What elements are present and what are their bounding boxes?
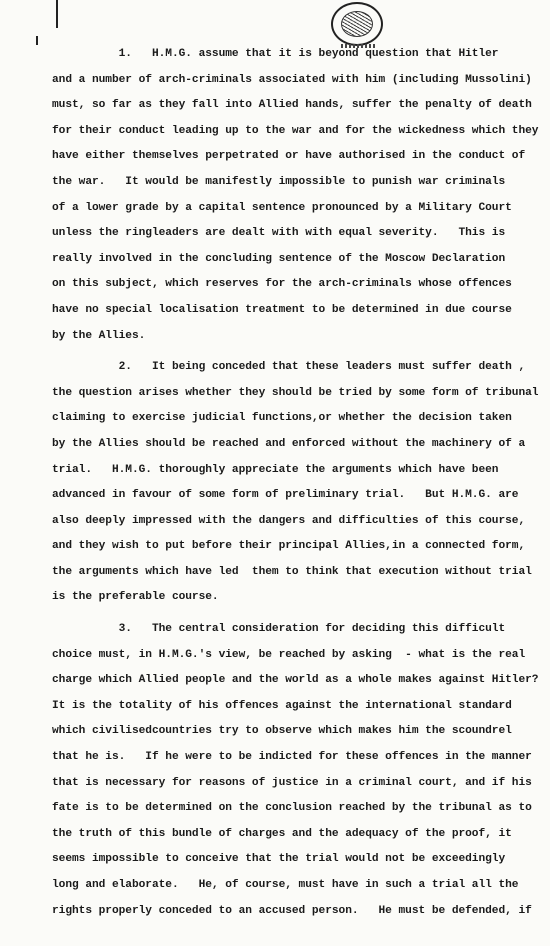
margin-mark-tick <box>36 36 38 45</box>
margin-mark-vertical <box>56 0 58 28</box>
text-line: trial. H.M.G. thoroughly appreciate the arguments which have been <box>52 463 499 476</box>
text-line: by the Allies should be reached and enforced without the machinery of a <box>52 437 526 450</box>
text-line: charge which Allied people and the world as a whole makes against Hitler? <box>52 674 539 687</box>
text-line: choice must, in H.M.G.'s view, be reached by asking - what is the real <box>52 648 526 661</box>
text-line: unless the ringleaders are dealt with with equal severity. This is <box>52 227 506 240</box>
text-line: 1. H.M.G. assume that it is beyond question that Hitler <box>52 48 499 60</box>
text-line: that is necessary for reasons of justice in a criminal court, and if his <box>52 776 532 789</box>
text-line: the truth of this bundle of charges and the adequacy of the proof, it <box>52 827 512 840</box>
text-line: for their conduct leading up to the war and for the wickedness which they <box>52 124 539 137</box>
text-line: which civilisedcountries try to observe which makes him the scoundrel <box>52 725 512 738</box>
text-line: on this subject, which reserves for the arch-criminals whose offences <box>52 278 512 291</box>
text-line: claiming to exercise judicial functions,or whether the decision taken <box>52 412 512 425</box>
text-line: 3. The central consideration for deciding this difficult <box>52 623 506 636</box>
text-line: by the Allies. <box>52 329 146 342</box>
text-line: advanced in favour of some form of preliminary trial. But H.M.G. are <box>52 489 519 502</box>
text-line: have either themselves perpetrated or have authorised in the conduct of <box>52 150 526 163</box>
memo-body-text <box>52 42 539 924</box>
text-line: that he is. If he were to be indicted for these offences in the manner <box>52 751 532 764</box>
stamp-seal-emblem <box>341 11 373 37</box>
text-line: of a lower grade by a capital sentence pronounced by a Military Court <box>52 201 512 214</box>
text-line: the war. It would be manifestly impossible to punish war criminals <box>52 175 506 188</box>
text-line: and they wish to put before their principal Allies,in a connected form, <box>52 540 526 553</box>
text-line: fate is to be determined on the conclusion reached by the tribunal as to <box>52 802 532 815</box>
text-line: also deeply impressed with the dangers and difficulties of this course, <box>52 514 526 527</box>
text-line: really involved in the concluding sentence of the Moscow Declaration <box>52 252 506 265</box>
text-line: must, so far as they fall into Allied hands, suffer the penalty of death <box>52 99 532 112</box>
text-line: rights properly conceded to an accused person. He must be defended, if <box>52 904 532 917</box>
text-line: 2. It being conceded that these leaders must suffer death , <box>52 361 526 374</box>
text-line: long and elaborate. He, of course, must have in such a trial all the <box>52 879 519 891</box>
text-line: is the preferable course. <box>52 591 219 604</box>
text-line: seems impossible to conceive that the trial would not be exceedingly <box>52 853 506 866</box>
text-line: the arguments which have led them to think that execution without trial <box>52 565 532 578</box>
text-line: It is the totality of his offences against the international standard <box>52 699 512 712</box>
text-line: have no special localisation treatment to be determined in due course <box>52 303 512 316</box>
text-line: the question arises whether they should be tried by some form of tribunal <box>52 386 539 399</box>
text-line: and a number of arch-criminals associated with him (including Mussolini) <box>52 73 532 86</box>
archive-stamp-seal <box>331 2 383 46</box>
